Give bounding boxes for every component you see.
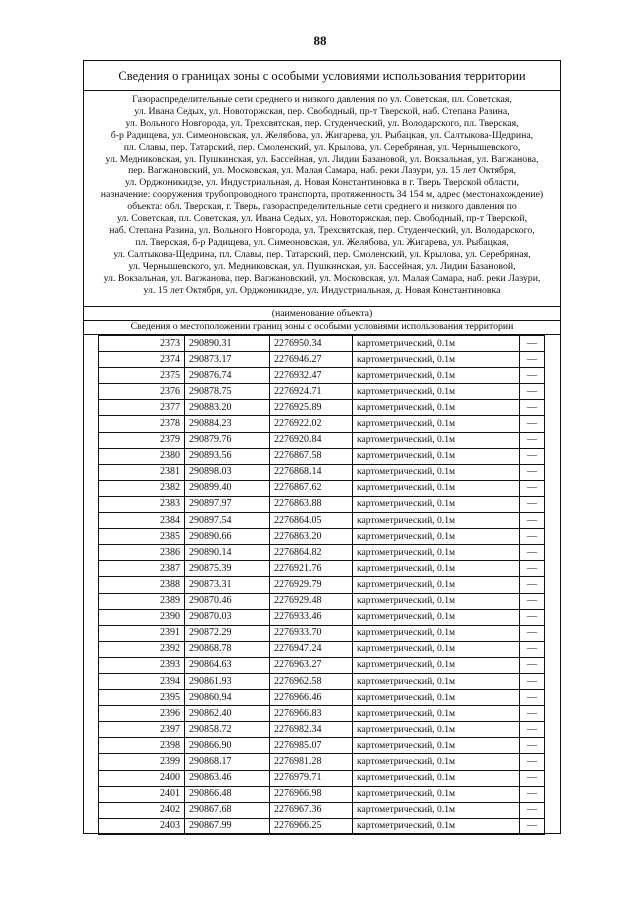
method-cell: картометрический, 0.1м [353, 336, 520, 352]
description-line: ул. Чернышевского, ул. Медниковская, ул. Пушкинская, ул. Бассейная, ул. Лидии Базановой, [128, 260, 516, 272]
method-cell: картометрический, 0.1м [353, 625, 520, 641]
page-number: 88 [313, 33, 327, 48]
dash-cell: — [520, 480, 545, 496]
method-cell: картометрический, 0.1м [353, 738, 520, 754]
dash-cell: — [520, 593, 545, 609]
y-coordinate-cell: 2276867.62 [270, 480, 353, 496]
method-cell: картометрический, 0.1м [353, 432, 520, 448]
point-number-cell: 2387 [99, 561, 185, 577]
table-row [99, 577, 545, 593]
dash-cell: — [520, 673, 545, 689]
table-row [99, 770, 545, 786]
table-row [99, 722, 545, 738]
y-coordinate-cell: 2276868.14 [270, 464, 353, 480]
table-row [99, 754, 545, 770]
table-row [99, 496, 545, 512]
method-cell: картометрический, 0.1м [353, 416, 520, 432]
y-coordinate-cell: 2276929.48 [270, 593, 353, 609]
method-cell: картометрический, 0.1м [353, 448, 520, 464]
method-cell: картометрический, 0.1м [353, 464, 520, 480]
y-coordinate-cell: 2276925.89 [270, 400, 353, 416]
method-cell: картометрический, 0.1м [353, 818, 520, 834]
table-row [99, 786, 545, 802]
y-coordinate-cell: 2276966.46 [270, 690, 353, 706]
y-coordinate-cell: 2276921.76 [270, 561, 353, 577]
table-row [99, 641, 545, 657]
x-coordinate-cell: 290862.40 [185, 706, 270, 722]
x-coordinate-cell: 290866.48 [185, 786, 270, 802]
y-coordinate-cell: 2276963.27 [270, 657, 353, 673]
dash-cell: — [520, 464, 545, 480]
x-coordinate-cell: 290860.94 [185, 690, 270, 706]
y-coordinate-cell: 2276946.27 [270, 352, 353, 368]
dash-cell: — [520, 722, 545, 738]
y-coordinate-cell: 2276920.84 [270, 432, 353, 448]
table-row [99, 384, 545, 400]
x-coordinate-cell: 290883.20 [185, 400, 270, 416]
point-number-cell: 2384 [99, 513, 185, 529]
method-cell: картометрический, 0.1м [353, 400, 520, 416]
table-row [99, 432, 545, 448]
description-line: ул. Салтыкова-Щедрина, пл. Славы, пер. Татарский, пер. Смоленский, ул. Крылова, ул. Серебряная, [113, 248, 531, 260]
description-line: ул. Советская, пл. Советская, ул. Ивана Седых, ул. Новоторжская, пер. Свободный, пр-т Тверской, [116, 213, 528, 225]
object-name-caption: (наименование объекта) [84, 306, 560, 321]
method-cell: картометрический, 0.1м [353, 384, 520, 400]
x-coordinate-cell: 290864.63 [185, 657, 270, 673]
method-cell: картометрический, 0.1м [353, 577, 520, 593]
x-coordinate-cell: 290868.78 [185, 641, 270, 657]
method-cell: картометрический, 0.1м [353, 513, 520, 529]
point-number-cell: 2386 [99, 545, 185, 561]
point-number-cell: 2381 [99, 464, 185, 480]
point-number-cell: 2395 [99, 690, 185, 706]
point-number-cell: 2378 [99, 416, 185, 432]
point-number-cell: 2403 [99, 818, 185, 834]
dash-cell: — [520, 384, 545, 400]
method-cell: картометрический, 0.1м [353, 529, 520, 545]
y-coordinate-cell: 2276929.79 [270, 577, 353, 593]
dash-cell: — [520, 352, 545, 368]
table-row [99, 464, 545, 480]
dash-cell: — [520, 641, 545, 657]
dash-cell: — [520, 818, 545, 834]
y-coordinate-cell: 2276966.25 [270, 818, 353, 834]
point-number-cell: 2375 [99, 368, 185, 384]
dash-cell: — [520, 368, 545, 384]
point-number-cell: 2377 [99, 400, 185, 416]
table-row [99, 706, 545, 722]
dash-cell: — [520, 657, 545, 673]
x-coordinate-cell: 290879.76 [185, 432, 270, 448]
x-coordinate-cell: 290858.72 [185, 722, 270, 738]
point-number-cell: 2385 [99, 529, 185, 545]
x-coordinate-cell: 290878.75 [185, 384, 270, 400]
y-coordinate-cell: 2276867.58 [270, 448, 353, 464]
method-cell: картометрический, 0.1м [353, 496, 520, 512]
dash-cell: — [520, 625, 545, 641]
x-coordinate-cell: 290870.46 [185, 593, 270, 609]
point-number-cell: 2388 [99, 577, 185, 593]
y-coordinate-cell: 2276863.88 [270, 496, 353, 512]
x-coordinate-cell: 290866.90 [185, 738, 270, 754]
y-coordinate-cell: 2276982.34 [270, 722, 353, 738]
y-coordinate-cell: 2276979.71 [270, 770, 353, 786]
y-coordinate-cell: 2276985.07 [270, 738, 353, 754]
method-cell: картометрический, 0.1м [353, 352, 520, 368]
table-row [99, 738, 545, 754]
dash-cell: — [520, 802, 545, 818]
point-number-cell: 2373 [99, 336, 185, 352]
dash-cell: — [520, 561, 545, 577]
table-row [99, 336, 545, 352]
table-row [99, 416, 545, 432]
point-number-cell: 2391 [99, 625, 185, 641]
dash-cell: — [520, 609, 545, 625]
x-coordinate-cell: 290899.40 [185, 480, 270, 496]
description-line: ул. Медниковская, ул. Пушкинская, ул. Бассейная, ул. Лидии Базановой, ул. Вокзальная, ул. Вагжанова, [105, 153, 539, 165]
dash-cell: — [520, 513, 545, 529]
table-row [99, 368, 545, 384]
table-row [99, 352, 545, 368]
x-coordinate-cell: 290897.97 [185, 496, 270, 512]
point-number-cell: 2374 [99, 352, 185, 368]
method-cell: картометрический, 0.1м [353, 786, 520, 802]
dash-cell: — [520, 416, 545, 432]
table-row [99, 690, 545, 706]
method-cell: картометрический, 0.1м [353, 657, 520, 673]
method-cell: картометрический, 0.1м [353, 561, 520, 577]
method-cell: картометрический, 0.1м [353, 673, 520, 689]
x-coordinate-cell: 290884.23 [185, 416, 270, 432]
point-number-cell: 2389 [99, 593, 185, 609]
point-number-cell: 2379 [99, 432, 185, 448]
method-cell: картометрический, 0.1м [353, 641, 520, 657]
y-coordinate-cell: 2276962.58 [270, 673, 353, 689]
dash-cell: — [520, 754, 545, 770]
description-line: Газораспределительные сети среднего и низкого давления по ул. Советская, пл. Советская, [132, 94, 512, 105]
y-coordinate-cell: 2276981.28 [270, 754, 353, 770]
point-number-cell: 2397 [99, 722, 185, 738]
point-number-cell: 2400 [99, 770, 185, 786]
description-line: ул. 15 лет Октября, ул. Орджоникидзе, ул. Индустриальная, д. Новая Константиновка [143, 284, 501, 296]
coordinates-table [98, 335, 545, 835]
description-line: б-р Радищева, ул. Симеоновская, ул. Желябова, ул. Жигарева, ул. Рыбацкая, ул. Салтыкова-Щедрина, [110, 129, 534, 141]
table-row [99, 657, 545, 673]
x-coordinate-cell: 290876.74 [185, 368, 270, 384]
table-row [99, 561, 545, 577]
x-coordinate-cell: 290863.46 [185, 770, 270, 786]
dash-cell: — [520, 690, 545, 706]
dash-cell: — [520, 400, 545, 416]
point-number-cell: 2382 [99, 480, 185, 496]
x-coordinate-cell: 290890.66 [185, 529, 270, 545]
description-line: назначение: сооружения трубопроводного транспорта, протяженность 34 154 м, адрес (местонахождение) [100, 189, 544, 201]
dash-cell: — [520, 577, 545, 593]
x-coordinate-cell: 290898.03 [185, 464, 270, 480]
x-coordinate-cell: 290893.56 [185, 448, 270, 464]
x-coordinate-cell: 290897.54 [185, 513, 270, 529]
y-coordinate-cell: 2276864.05 [270, 513, 353, 529]
point-number-cell: 2398 [99, 738, 185, 754]
y-coordinate-cell: 2276932.47 [270, 368, 353, 384]
method-cell: картометрический, 0.1м [353, 690, 520, 706]
description-line: объекта: обл. Тверская, г. Тверь, газораспределительные сети среднего и низкого давления по [127, 201, 517, 213]
dash-cell: — [520, 448, 545, 464]
table-row [99, 818, 545, 834]
point-number-cell: 2394 [99, 673, 185, 689]
table-row [99, 480, 545, 496]
method-cell: картометрический, 0.1м [353, 802, 520, 818]
description-line: ул. Орджоникидзе, ул. Индустриальная, д. Новая Константиновка в г. Тверь Тверской области, [124, 177, 520, 189]
point-number-cell: 2399 [99, 754, 185, 770]
method-cell: картометрический, 0.1м [353, 545, 520, 561]
method-cell: картометрический, 0.1м [353, 368, 520, 384]
y-coordinate-cell: 2276947.24 [270, 641, 353, 657]
point-number-cell: 2402 [99, 802, 185, 818]
dash-cell: — [520, 529, 545, 545]
description-line: пл. Славы, пер. Татарский, пер. Смоленский, ул. Крылова, ул. Серебряная, ул. Чернышевского, [123, 141, 521, 153]
x-coordinate-cell: 290868.17 [185, 754, 270, 770]
x-coordinate-cell: 290867.68 [185, 802, 270, 818]
method-cell: картометрический, 0.1м [353, 754, 520, 770]
x-coordinate-cell: 290870.03 [185, 609, 270, 625]
point-number-cell: 2392 [99, 641, 185, 657]
x-coordinate-cell: 290890.31 [185, 336, 270, 352]
description-line: ул. Ивана Седых, ул. Новоторжская, пер. Свободный, пр-т Тверской, наб. Степана Разина, [134, 105, 510, 117]
x-coordinate-cell: 290861.93 [185, 673, 270, 689]
table-row [99, 529, 545, 545]
point-number-cell: 2396 [99, 706, 185, 722]
coordinates-table-body [99, 336, 545, 835]
point-number-cell: 2390 [99, 609, 185, 625]
y-coordinate-cell: 2276967.36 [270, 802, 353, 818]
y-coordinate-cell: 2276933.70 [270, 625, 353, 641]
method-cell: картометрический, 0.1м [353, 609, 520, 625]
dash-cell: — [520, 786, 545, 802]
table-row [99, 673, 545, 689]
dash-cell: — [520, 496, 545, 512]
location-section-title: Сведения о местоположении границ зоны с особыми условиями использования территории [84, 320, 560, 335]
title-divider [84, 90, 560, 91]
table-row [99, 609, 545, 625]
point-number-cell: 2376 [99, 384, 185, 400]
y-coordinate-cell: 2276922.02 [270, 416, 353, 432]
table-row [99, 593, 545, 609]
x-coordinate-cell: 290890.14 [185, 545, 270, 561]
dash-cell: — [520, 545, 545, 561]
point-number-cell: 2383 [99, 496, 185, 512]
point-number-cell: 2401 [99, 786, 185, 802]
x-coordinate-cell: 290873.31 [185, 577, 270, 593]
y-coordinate-cell: 2276966.98 [270, 786, 353, 802]
table-row [99, 448, 545, 464]
y-coordinate-cell: 2276924.71 [270, 384, 353, 400]
y-coordinate-cell: 2276950.34 [270, 336, 353, 352]
y-coordinate-cell: 2276966.83 [270, 706, 353, 722]
description-line: ул. Вольного Новгорода, ул. Трехсвятская, пер. Студенческий, ул. Володарского, пл. Тверская, [125, 117, 519, 129]
description-line: пер. Вагжановский, ул. Московская, ул. Малая Самара, наб. реки Лазури, ул. 15 лет Октября, [128, 165, 516, 177]
y-coordinate-cell: 2276864.82 [270, 545, 353, 561]
dash-cell: — [520, 432, 545, 448]
dash-cell: — [520, 336, 545, 352]
x-coordinate-cell: 290873.17 [185, 352, 270, 368]
method-cell: картометрический, 0.1м [353, 480, 520, 496]
dash-cell: — [520, 770, 545, 786]
table-row [99, 545, 545, 561]
method-cell: картометрический, 0.1м [353, 706, 520, 722]
x-coordinate-cell: 290875.39 [185, 561, 270, 577]
method-cell: картометрический, 0.1м [353, 722, 520, 738]
point-number-cell: 2380 [99, 448, 185, 464]
table-row [99, 625, 545, 641]
x-coordinate-cell: 290867.99 [185, 818, 270, 834]
method-cell: картометрический, 0.1м [353, 593, 520, 609]
description-line: ул. Вокзальная, ул. Вагжанова, пер. Вагжановский, ул. Московская, ул. Малая Самара, наб. реки Лазури, [103, 272, 541, 284]
description-line: наб. Степана Разина, ул. Вольного Новгорода, ул. Трехсвятская, пер. Студенческий, ул. Володарского, [109, 224, 535, 236]
dash-cell: — [520, 738, 545, 754]
table-row [99, 802, 545, 818]
table-row [99, 400, 545, 416]
dash-cell: — [520, 706, 545, 722]
y-coordinate-cell: 2276863.20 [270, 529, 353, 545]
document-title: Сведения о границах зоны с особыми условиями использования территории [118, 69, 526, 83]
x-coordinate-cell: 290872.29 [185, 625, 270, 641]
table-row [99, 513, 545, 529]
description-line: пл. Тверская, б-р Радищева, ул. Симеоновская, ул. Желябова, ул. Жигарева, ул. Рыбацкая, [135, 236, 509, 248]
method-cell: картометрический, 0.1м [353, 770, 520, 786]
y-coordinate-cell: 2276933.46 [270, 609, 353, 625]
point-number-cell: 2393 [99, 657, 185, 673]
object-description [90, 94, 554, 296]
